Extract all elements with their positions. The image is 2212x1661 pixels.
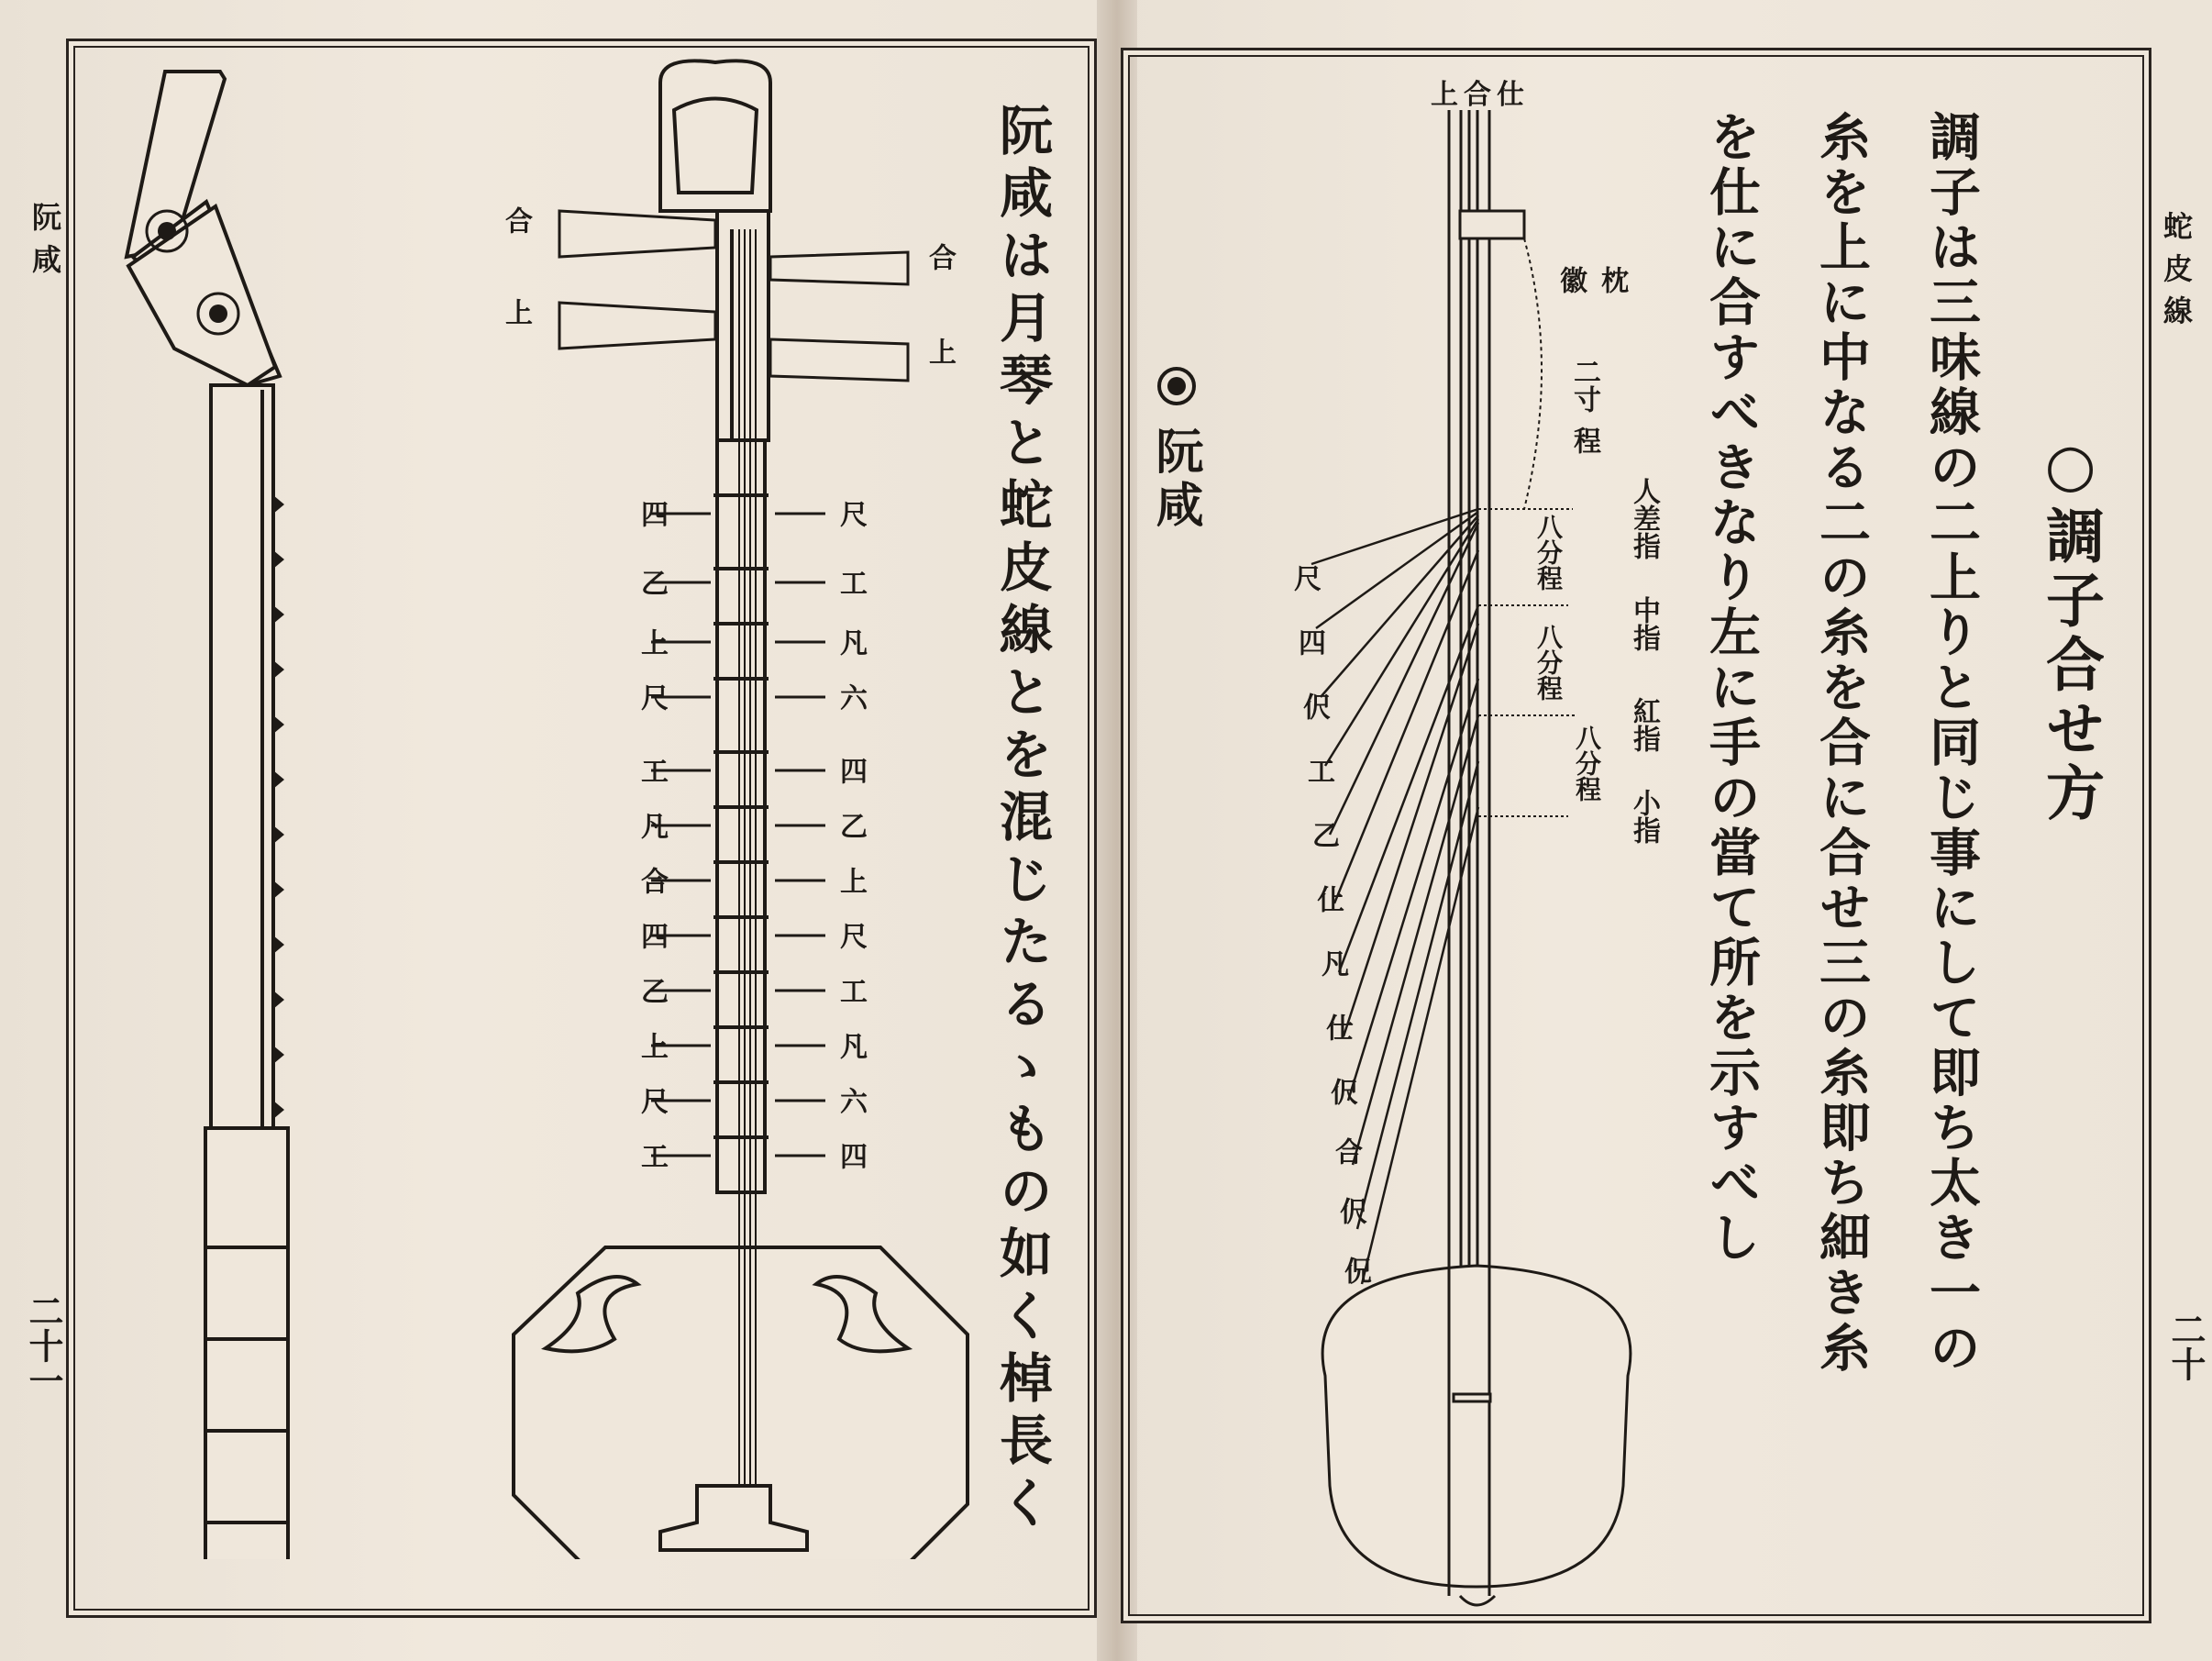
peg-label-3: 合 — [924, 243, 956, 271]
finger-ring: 紅指 — [1628, 697, 1660, 752]
fret-label-right: 四 — [835, 1142, 867, 1169]
fret-label-left: 乙 — [636, 977, 668, 1004]
fret-label-left: 尺 — [636, 1087, 668, 1114]
bullet-icon — [1157, 367, 1196, 405]
fret-label-right: 工 — [835, 569, 867, 596]
fret-label-right: 四 — [835, 757, 867, 784]
fret-label-right: 凡 — [835, 628, 867, 656]
fret-label-right: 尺 — [835, 500, 867, 527]
note-label: 伬 — [1298, 692, 1330, 720]
note-label: 合 — [1330, 1137, 1362, 1165]
fret-label-right: 六 — [835, 1087, 867, 1114]
fret-label-left: 工 — [636, 757, 668, 784]
fret-label-left: 凡 — [636, 812, 668, 839]
fret-label-left: 四 — [636, 500, 668, 527]
right-page-number: 二十 — [2165, 1312, 2206, 1381]
left-running-head: 阮咸 — [28, 202, 62, 286]
spacing-2: 八分程 — [1533, 624, 1564, 701]
fret-label-right: 凡 — [835, 1032, 867, 1059]
left-body-text: 阮咸は月琴と蛇皮線とを混じたるゝもの如く棹長く — [990, 103, 1053, 1537]
ruan-front-view — [477, 55, 990, 1559]
finger-index: 人差指 — [1628, 477, 1660, 559]
finger-little: 小指 — [1628, 789, 1660, 844]
ruan-side-view — [110, 55, 330, 1559]
note-label: 工 — [1302, 757, 1334, 784]
fret-label-left: 合 — [636, 867, 668, 894]
label-hodo: 程 — [1568, 426, 1600, 454]
note-label: 仩 — [1311, 885, 1344, 913]
fret-label-left: 四 — [636, 922, 668, 949]
right-body-line-2: 糸を上に中なる二の糸を合に合せ三の糸即ち細き糸 — [1811, 110, 1872, 1376]
peg-label-2: 上 — [500, 298, 532, 326]
note-label: 仕 — [1321, 1013, 1353, 1041]
fret-label-left: 上 — [636, 628, 668, 656]
right-body-line-3: を仕に合すべきなり左に手の當て所を示すべし — [1701, 110, 1762, 1266]
note-label: 乙 — [1307, 821, 1339, 848]
fret-label-left: 乙 — [636, 569, 668, 596]
label-nisun: 二寸 — [1568, 358, 1600, 413]
spacing-3: 八分程 — [1572, 725, 1602, 802]
spacing-1: 八分程 — [1533, 514, 1564, 591]
finger-middle: 中指 — [1628, 596, 1660, 651]
note-label: 凡 — [1316, 949, 1348, 977]
fret-label-right: 六 — [835, 683, 867, 711]
fret-label-right: 乙 — [835, 812, 867, 839]
peg-label-1: 合 — [500, 206, 532, 234]
fret-label-left: 工 — [636, 1142, 668, 1169]
fret-label-right: 工 — [835, 977, 867, 1004]
note-label: 伬 — [1334, 1197, 1366, 1224]
fret-label-left: 尺 — [636, 683, 668, 711]
left-page-number: 二十一 — [23, 1293, 64, 1398]
label-ki: 徽 — [1554, 266, 1587, 293]
top-string-labels: 上合仕 — [1431, 79, 1530, 111]
fret-label-left: 上 — [636, 1032, 668, 1059]
note-label: 四 — [1293, 628, 1325, 656]
note-label: 尺 — [1288, 564, 1321, 592]
right-body-line-1: 調子は三味線の二上りと同じ事にして即ち太き一の — [1921, 110, 1982, 1376]
label-makura: 枕 — [1596, 266, 1628, 293]
fret-label-right: 尺 — [835, 922, 867, 949]
note-label: 㑆 — [1339, 1257, 1371, 1284]
section-heading: ○調子合せ方 — [2036, 431, 2105, 826]
fret-label-right: 上 — [835, 867, 867, 894]
shamisen-diagram — [1266, 92, 1651, 1614]
peg-label-4: 上 — [924, 338, 956, 365]
section-label-ruan: 阮咸 — [1147, 426, 1203, 533]
right-running-head: 蛇皮線 — [2159, 211, 2194, 338]
note-label: 伬 — [1325, 1078, 1357, 1105]
